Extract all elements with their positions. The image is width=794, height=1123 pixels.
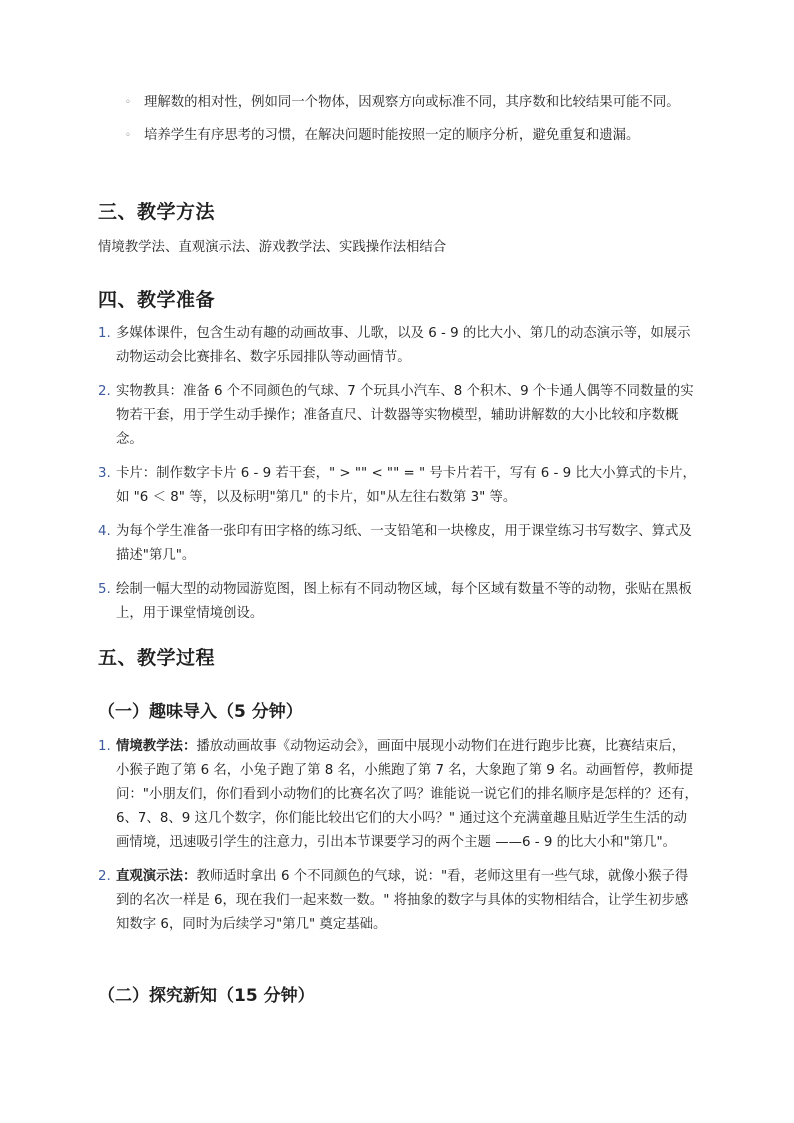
bullet-text: 培养学生有序思考的习惯，在解决问题时能按照一定的顺序分析，避免重复和遗漏。 — [144, 128, 640, 143]
item-number: 3. — [98, 466, 111, 481]
section-heading-methods: 三、教学方法 — [98, 201, 216, 223]
methods-text: 情境教学法、直观演示法、游戏教学法、实践操作法相结合 — [98, 240, 447, 255]
item-text: 多媒体课件，包含生动有趣的动画故事、儿歌，以及 6 - 9 的比大小、第几的动态演示等，如展示动物运动会比赛排名、数字乐园排队等动画情节。 — [116, 326, 691, 365]
list-item — [98, 91, 698, 115]
item-number: 2. — [98, 384, 111, 399]
list-item — [98, 322, 698, 370]
list-item — [98, 578, 698, 626]
subsection-heading-intro: （一）趣味导入（5 分钟） — [98, 702, 303, 722]
section-heading-preparation: 四、教学准备 — [98, 289, 216, 311]
item-text: 为每个学生准备一张印有田字格的练习纸、一支铅笔和一块橡皮，用于课堂练习书写数字、算式及描述"第几"。 — [116, 524, 692, 563]
objectives-bullet-list — [98, 91, 698, 157]
item-number: 4. — [98, 524, 111, 539]
section-heading-process: 五、教学过程 — [98, 647, 216, 669]
item-label: 直观演示法： — [116, 869, 197, 884]
item-text: 绘制一幅大型的动物园游览图，图上标有不同动物区域，每个区域有数量不等的动物，张贴在黑板上，用于课堂情境创设。 — [116, 582, 692, 621]
bullet-text: 理解数的相对性，例如同一个物体，因观察方向或标准不同，其序数和比较结果可能不同。 — [144, 95, 680, 110]
item-text: 播放动画故事《动物运动会》，画面中展现小动物们在进行跑步比赛，比赛结束后，小猴子跑了第 6 名，小兔子跑了第 8 名，小熊跑了第 7 名，大象跑了第 9 名。动画暂停，教师提问："小朋友们，你们看到小动物们的比赛名次了吗？谁能说一说它们的排名顺序是怎样的？还有，6、7、8、9 这几个数字，你们能比较出它们的大小吗？" 通过这个充满童趣且贴近学生生活的动画情境，迅速吸引学生的注意力，引出本节课要学习的两个主题 ——6 - 9 的比大小和"第几"。 — [116, 739, 698, 850]
item-number: 1. — [98, 739, 111, 754]
item-text: 实物教具：准备 6 个不同颜色的气球、7 个玩具小汽车、8 个积木、9 个卡通人偶等不同数量的实物若干套，用于学生动手操作；准备直尺、计数器等实物模型，辅助讲解数的大小比较和序数概念。 — [116, 384, 694, 447]
bullet-icon: ◦ — [125, 130, 131, 141]
intro-list — [98, 735, 698, 947]
subsection-heading-explore: （二）探究新知（15 分钟） — [98, 986, 315, 1006]
list-item — [98, 124, 698, 148]
list-item — [98, 865, 698, 937]
bullet-icon: ◦ — [125, 97, 131, 108]
item-label: 情境教学法： — [116, 739, 197, 754]
preparation-list — [98, 322, 698, 636]
list-item — [98, 735, 698, 855]
item-number: 2. — [98, 869, 111, 884]
item-number: 1. — [98, 326, 111, 341]
list-item — [98, 462, 698, 510]
item-text: 卡片：制作数字卡片 6 - 9 若干套，" > "" < "" = " 号卡片若干，写有 6 - 9 比大小算式的卡片，如 "6 ＜ 8" 等，以及标明"第几" 的卡片，如"从左往右数第 3" 等。 — [116, 466, 696, 505]
item-number: 5. — [98, 582, 111, 597]
item-text: 教师适时拿出 6 个不同颜色的气球，说："看，老师这里有一些气球，就像小猴子得到的名次一样是 6，现在我们一起来数一数。" 将抽象的数字与具体的实物相结合，让学生初步感知数字 6，同时为后续学习"第几" 奠定基础。 — [116, 869, 689, 932]
list-item — [98, 520, 698, 568]
list-item — [98, 380, 698, 452]
